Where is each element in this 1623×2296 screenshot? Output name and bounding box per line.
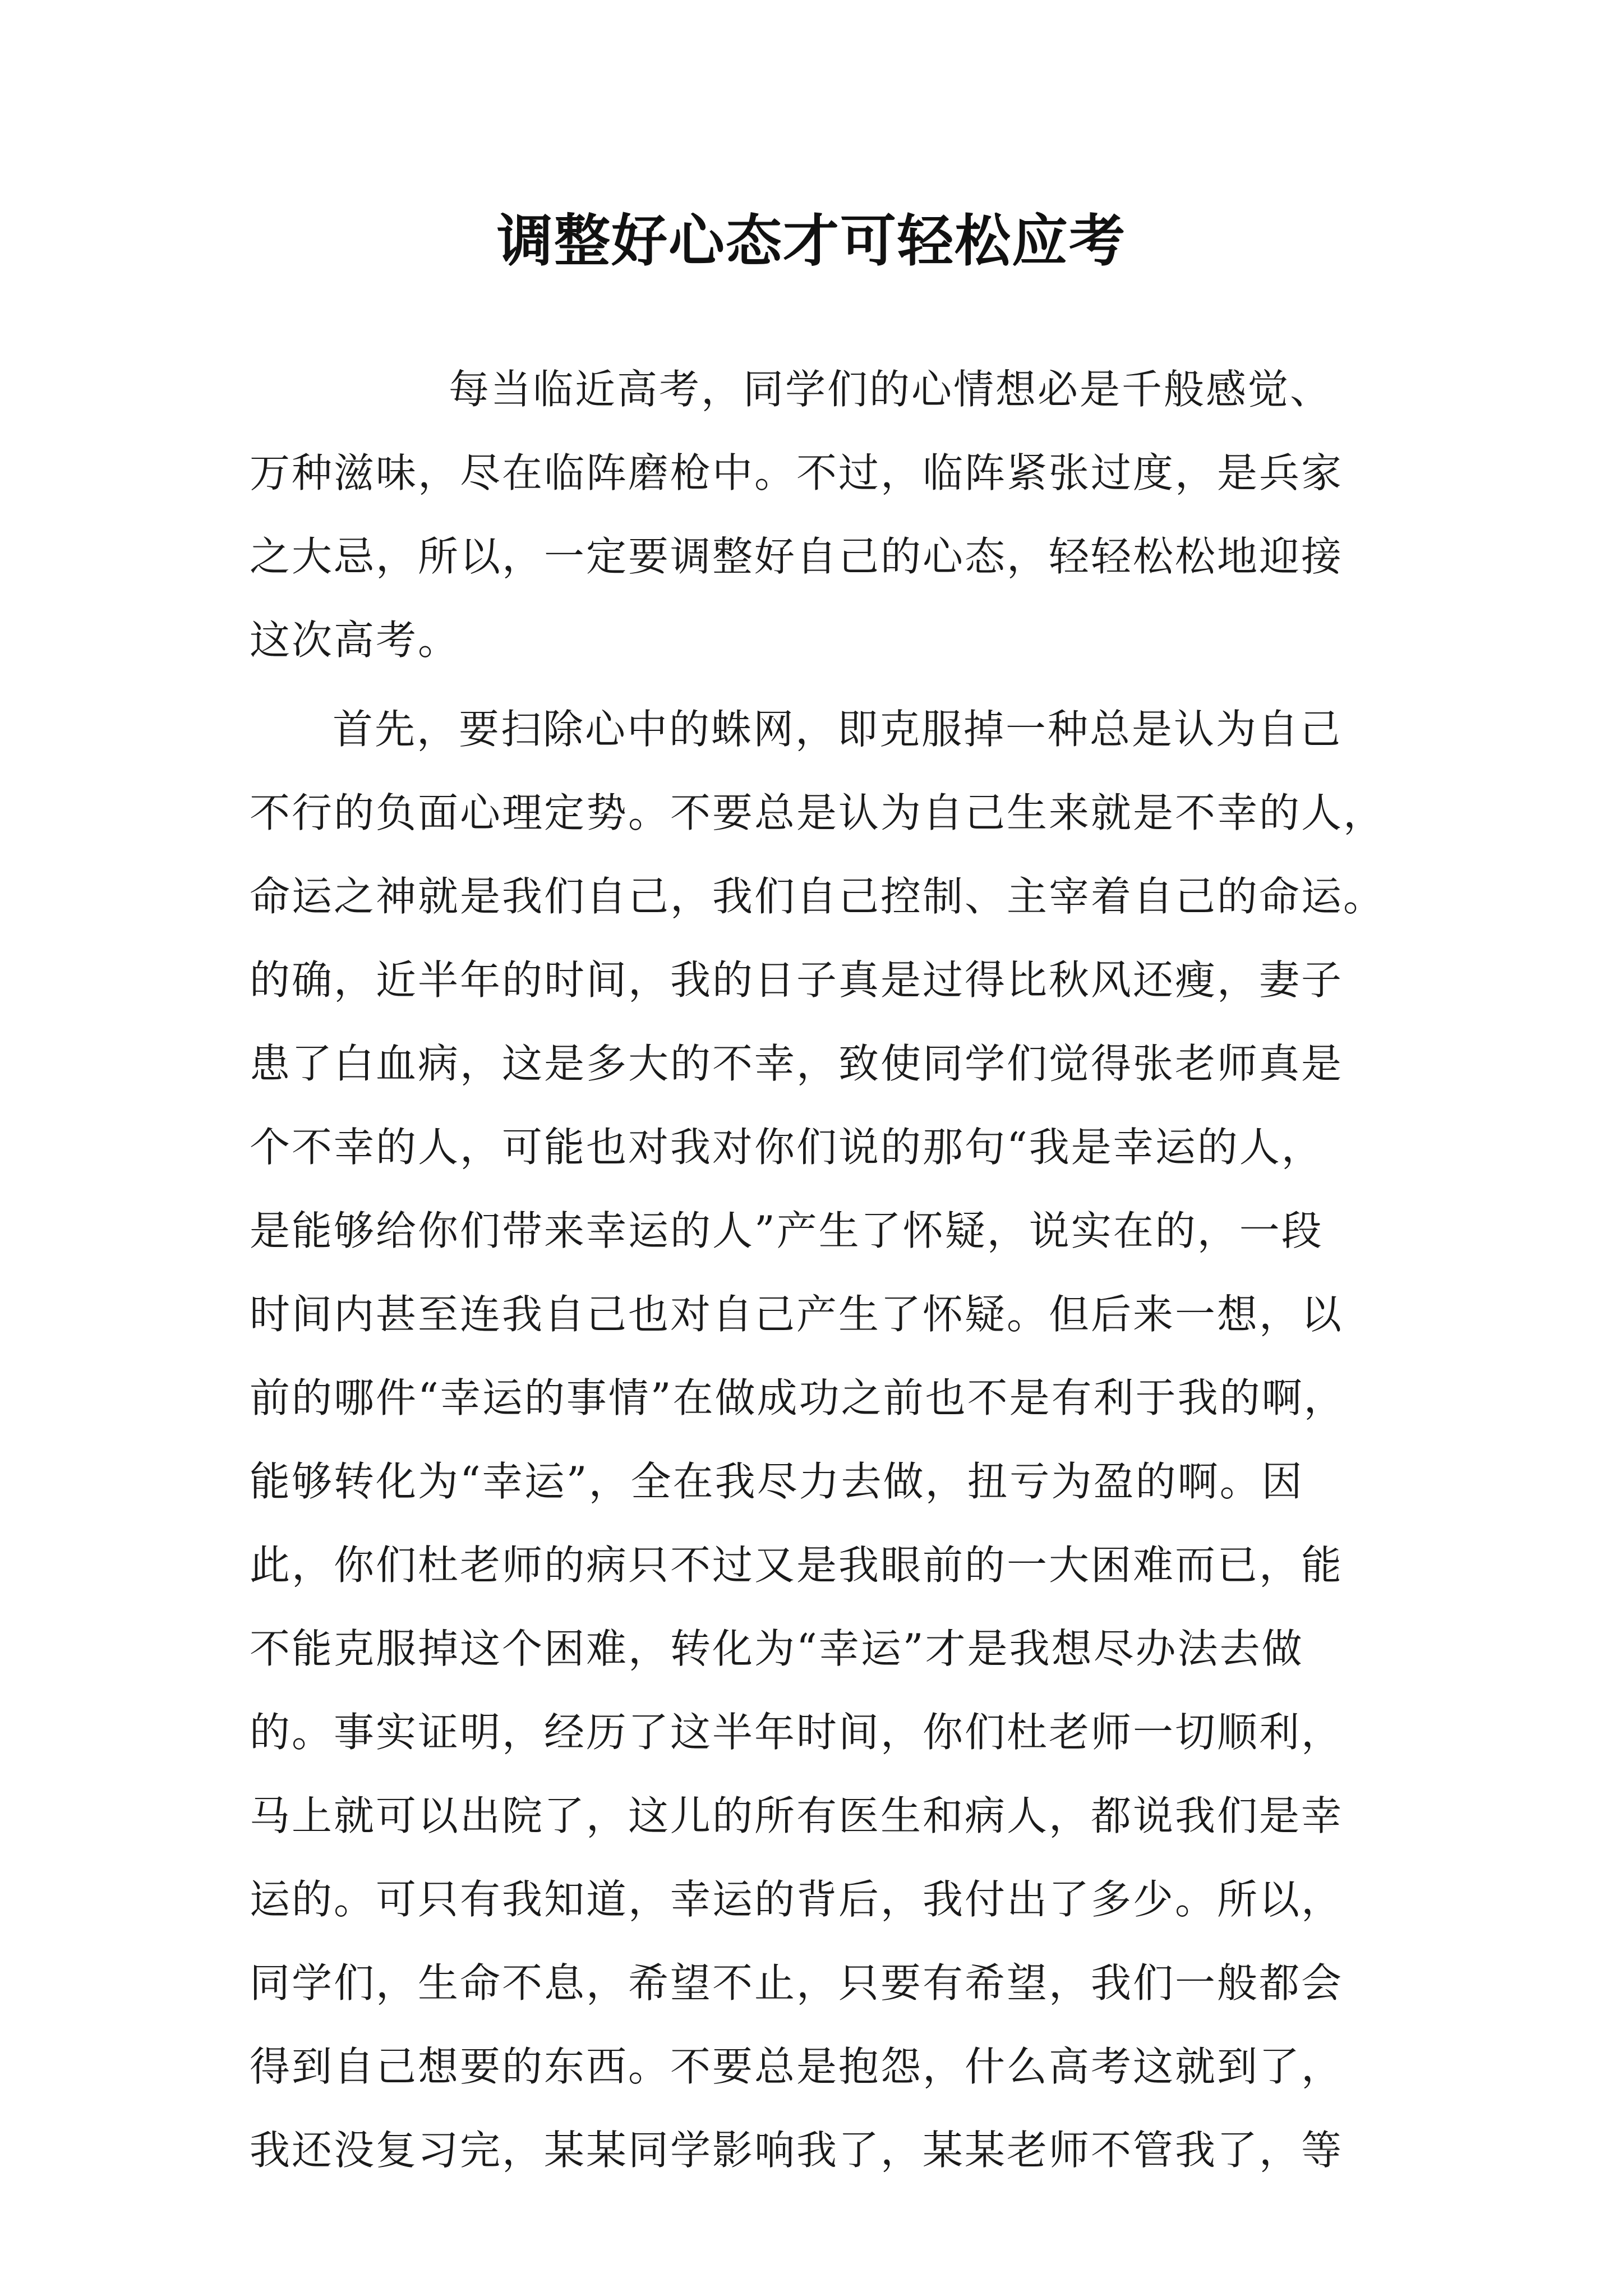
paragraph-line: 个不幸的人，可能也对我对你们说的那句“我是幸运的人， xyxy=(250,1124,1324,1171)
paragraph-line: 的。事实证明，经历了这半年时间，你们杜老师一切顺利， xyxy=(250,1709,1344,1756)
paragraph-line: 不行的负面心理定势。不要总是认为自己生来就是不幸的人， xyxy=(250,789,1386,836)
document-body xyxy=(250,348,1394,2192)
paragraph-line: 前的哪件“幸运的事情”在做成功之前也不是有利于我的啊， xyxy=(250,1374,1346,1421)
paragraph-spacer xyxy=(250,682,1394,688)
paragraph-line: 运的。可只有我知道，幸运的背后，我付出了多少。所以， xyxy=(250,1876,1344,1923)
paragraph-line: 之大忌，所以，一定要调整好自己的心态，轻轻松松地迎接 xyxy=(250,533,1344,580)
paragraph-2 xyxy=(250,688,1394,2192)
paragraph-line: 患了白血病，这是多大的不幸，致使同学们觉得张老师真是 xyxy=(250,1040,1344,1087)
paragraph-line: 的确，近半年的时间，我的日子真是过得比秋风还瘦，妻子 xyxy=(250,956,1344,1004)
document-title: 调整好心态才可轻松应考 xyxy=(497,208,1126,274)
paragraph-line: 首先，要扫除心中的蛛网，即克服掉一种总是认为自己 xyxy=(333,706,1343,753)
paragraph-line: 此，你们杜老师的病只不过又是我眼前的一大困难而已，能 xyxy=(250,1542,1344,1589)
paragraph-line: 我还没复习完，某某同学影响我了，某某老师不管我了，等 xyxy=(250,2127,1344,2174)
paragraph-line: 每当临近高考，同学们的心情想必是千般感觉、 xyxy=(449,366,1332,413)
paragraph-line: 马上就可以出院了，这儿的所有医生和病人，都说我们是幸 xyxy=(250,1792,1344,1839)
paragraph-line: 得到自己想要的东西。不要总是抱怨，什么高考这就到了， xyxy=(250,2043,1344,2090)
paragraph-line: 这次高考。 xyxy=(250,616,460,664)
paragraph-1 xyxy=(250,348,1394,682)
paragraph-line: 不能克服掉这个困难，转化为“幸运”才是我想尽办法去做 xyxy=(250,1625,1304,1672)
paragraph-line: 是能够给你们带来幸运的人”产生了怀疑，说实在的，一段 xyxy=(250,1207,1324,1254)
paragraph-line: 时间内甚至连我自己也对自己产生了怀疑。但后来一想，以 xyxy=(250,1291,1344,1338)
paragraph-line: 能够转化为“幸运”，全在我尽力去做，扭亏为盈的啊。因 xyxy=(250,1458,1304,1505)
paragraph-line: 万种滋味，尽在临阵磨枪中。不过，临阵紧张过度，是兵家 xyxy=(250,449,1344,496)
paragraph-line: 命运之神就是我们自己，我们自己控制、主宰着自己的命运。 xyxy=(250,873,1386,920)
paragraph-line: 同学们，生命不息，希望不止，只要有希望，我们一般都会 xyxy=(250,1959,1344,2007)
